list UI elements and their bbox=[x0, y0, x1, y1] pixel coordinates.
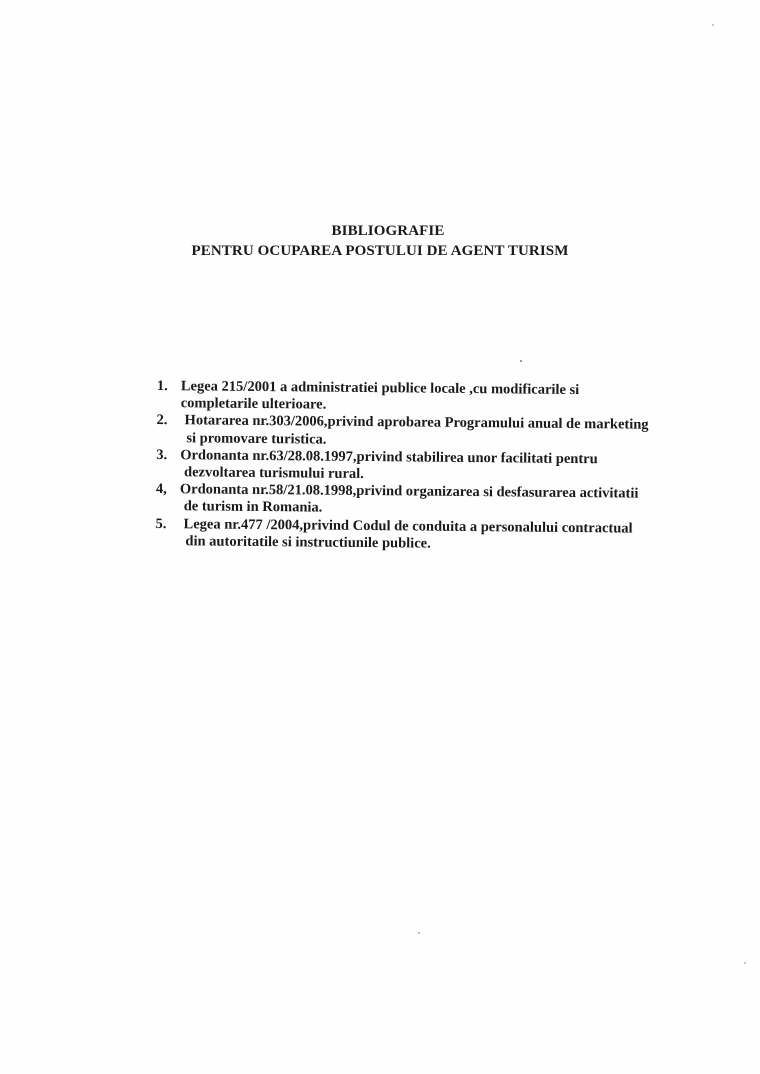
list-item-line: Legea 215/2001 a administratiei publice locale ,cu modificarile si bbox=[180, 378, 580, 399]
list-item-line: Ordonanta nr.58/21.08.1998,privind organizarea si desfasurarea activitatii bbox=[179, 481, 639, 502]
list-item-line: Ordonanta nr.63/28.08.1997,privind stabilirea unor facilitati pentru bbox=[180, 447, 598, 468]
list-item-number: 4, bbox=[155, 481, 167, 498]
scan-speck bbox=[418, 932, 420, 934]
list-item bbox=[157, 378, 697, 418]
list-item-number: 5. bbox=[155, 515, 167, 532]
list-item-text bbox=[155, 516, 695, 556]
list-item-line: din autoritatile si instructiunile publice. bbox=[185, 533, 431, 552]
list-item-text bbox=[156, 412, 696, 452]
list-item-number: 2. bbox=[156, 412, 168, 429]
scan-speck bbox=[520, 360, 522, 362]
list-item-line: Legea nr.477 /2004,privind Codul de conduita a personalului contractual bbox=[183, 515, 633, 537]
list-item-line: si promovare turistica. bbox=[186, 429, 327, 448]
bibliography-list bbox=[155, 378, 697, 555]
document-title: BIBLIOGRAFIE bbox=[331, 223, 445, 239]
list-item-number: 1. bbox=[156, 378, 168, 395]
list-item bbox=[155, 516, 695, 556]
list-item bbox=[156, 481, 696, 521]
list-item-line: dezvoltarea turismului rural. bbox=[184, 464, 364, 483]
list-item-text bbox=[156, 481, 696, 521]
list-item-number: 3. bbox=[156, 446, 168, 463]
list-item-line: Hotararea nr.303/2006,privind aprobarea Programului anual de marketing bbox=[184, 412, 649, 434]
list-item-line: completarile ulterioare. bbox=[180, 395, 327, 413]
list-item-line: de turism in Romania. bbox=[183, 498, 323, 517]
scan-speck bbox=[744, 962, 746, 964]
list-item bbox=[156, 412, 696, 452]
list-item-text bbox=[157, 378, 697, 418]
document-subtitle: PENTRU OCUPAREA POSTULUI DE AGENT TURISM bbox=[191, 243, 569, 259]
scan-speck bbox=[712, 24, 714, 26]
list-item-text bbox=[156, 447, 696, 487]
list-item bbox=[156, 447, 696, 487]
